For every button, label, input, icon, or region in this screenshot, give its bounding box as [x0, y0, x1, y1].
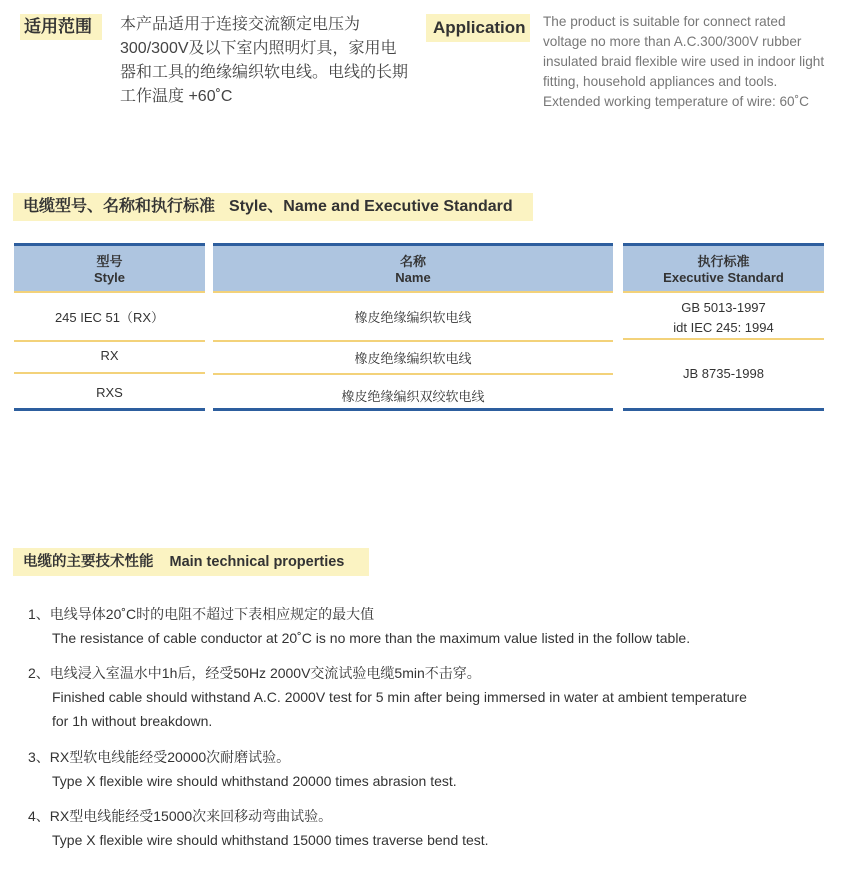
table-row-2-3-standard: JB 8735-1998	[683, 366, 764, 381]
application-en-text: The product is suitable for connect rated voltage no more than A.C.300/300V rubber insulated braid flexible wire used in indoor light fitting, household appliances and tools. Extended working temperature of wire: 60˚C	[543, 14, 825, 109]
header-name	[213, 243, 613, 293]
header-standard-cn: 执行标准	[697, 254, 750, 269]
table-row-1-standard	[623, 298, 824, 338]
properties-en-title: Main technical properties	[169, 554, 345, 570]
property-number: 1、	[28, 606, 50, 622]
row-divider	[213, 373, 613, 375]
application-cn-label: 适用范围	[20, 14, 102, 40]
property-en: Type X flexible wire should whithstand 15000 times traverse bend test.	[52, 832, 489, 848]
header-name-en: Name	[395, 270, 431, 285]
table-row-3-name: 橡皮绝缘编织双绞软电线	[341, 389, 485, 404]
standard-1-line1: GB 5013-1997	[681, 300, 766, 315]
row-divider	[623, 338, 824, 340]
table-bottom-border	[14, 408, 205, 411]
property-en: The resistance of cable conductor at 20˚C is no more than the maximum value listed in the follow table.	[52, 630, 691, 646]
table-bottom-border	[623, 408, 824, 411]
properties-section-title	[13, 548, 369, 576]
property-cn: RX型软电线能经受20000次耐磨试验。	[49, 749, 291, 765]
table-row-2-name: 橡皮绝缘编织软电线	[354, 351, 472, 366]
style-section-title	[13, 193, 533, 221]
property-item-2	[28, 661, 748, 733]
property-number: 4、	[28, 808, 50, 824]
style-section-en-title: Style、Name and Executive Standard	[229, 198, 513, 215]
property-en: Finished cable should withstand A.C. 2000V test for 5 min after being immersed in water at ambient temperature for 1h without breakdown.	[52, 689, 747, 729]
property-cn: 电线浸入室温水中1h后，经受50Hz 2000V交流试验电缆5min不击穿。	[49, 665, 481, 681]
header-standard	[623, 243, 824, 293]
header-style	[14, 243, 205, 293]
property-number: 2、	[28, 665, 50, 681]
table-row-1-style: 245 IEC 51（RX）	[54, 310, 165, 325]
header-style-cn: 型号	[96, 254, 123, 269]
property-number: 3、	[28, 749, 50, 765]
table-bottom-border	[213, 408, 613, 411]
property-en: Type X flexible wire should whithstand 20000 times abrasion test.	[52, 773, 457, 789]
row-divider	[213, 340, 613, 342]
row-divider	[14, 340, 205, 342]
standard-1-line2: idt IEC 245: 1994	[673, 320, 774, 335]
property-item-4	[28, 804, 489, 852]
property-cn: RX型电线能经受15000次来回移动弯曲试验。	[49, 808, 333, 824]
property-item-1	[28, 602, 690, 650]
header-style-en: Style	[93, 270, 126, 285]
properties-cn-title: 电缆的主要技术性能	[23, 554, 154, 570]
property-item-3	[28, 745, 457, 793]
application-cn-text: 本产品适用于连接交流额定电压为300/300V及以下室内照明灯具，家用电器和工具的绝缘编织软电线。电线的长期工作温度 +60˚C	[120, 16, 409, 105]
row-divider	[14, 372, 205, 374]
table-row-3-style: RXS	[96, 385, 123, 400]
table-row-2-style: RX	[100, 348, 119, 363]
property-cn: 电线导体20˚C时的电阻不超过下表相应规定的最大值	[49, 606, 375, 622]
header-standard-en: Executive Standard	[663, 270, 784, 285]
application-en-label: Application	[426, 14, 530, 42]
header-name-cn: 名称	[399, 254, 426, 269]
table-row-1-name: 橡皮绝缘编织软电线	[354, 310, 472, 325]
style-section-cn-title: 电缆型号、名称和执行标准	[23, 198, 216, 215]
